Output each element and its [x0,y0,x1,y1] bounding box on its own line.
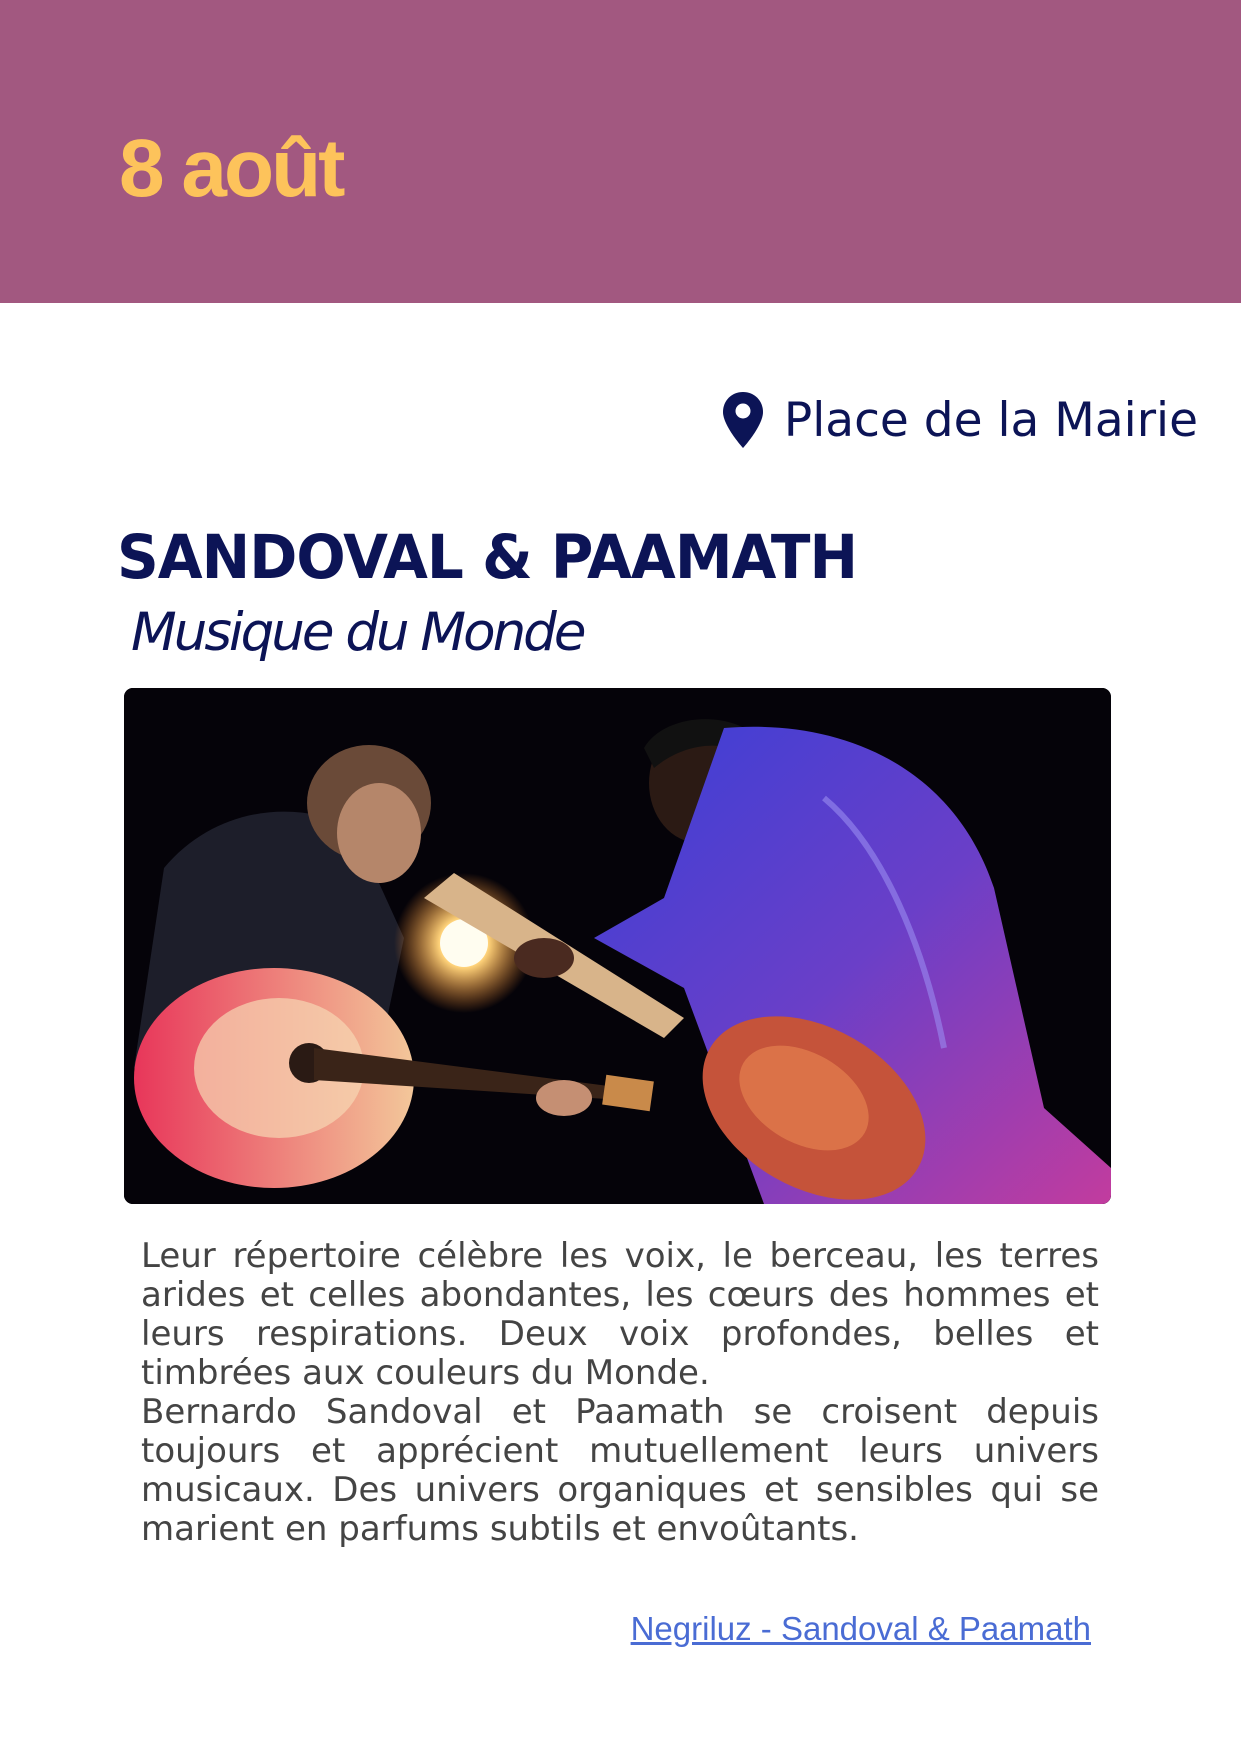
location-label: Place de la Mairie [783,392,1198,448]
description-paragraph: Leur répertoire célèbre les voix, le berceau, les terres arides et celles abondantes, les cœurs des hommes et leurs respirations. Deux voix profondes, belles et timbrées aux couleurs du Monde. [141,1236,1099,1393]
concert-photo [124,688,1111,1204]
event-title: SANDOVAL & PAAMATH [117,521,858,593]
event-genre: Musique du Monde [131,602,584,663]
event-date: 8 août [119,123,343,214]
location [722,388,1198,452]
description [141,1237,1099,1549]
description-paragraph: Bernardo Sandoval et Paamath se croisent depuis toujours et apprécient mutuellement leurs univers musicaux. Des univers organiques et sensibles qui se marient en parfums subtils et envoûtants. [141,1392,1099,1549]
map-pin-icon [722,391,764,449]
video-link[interactable]: Negriluz - Sandoval & Paamath [630,1610,1091,1647]
header-banner [0,0,1241,303]
